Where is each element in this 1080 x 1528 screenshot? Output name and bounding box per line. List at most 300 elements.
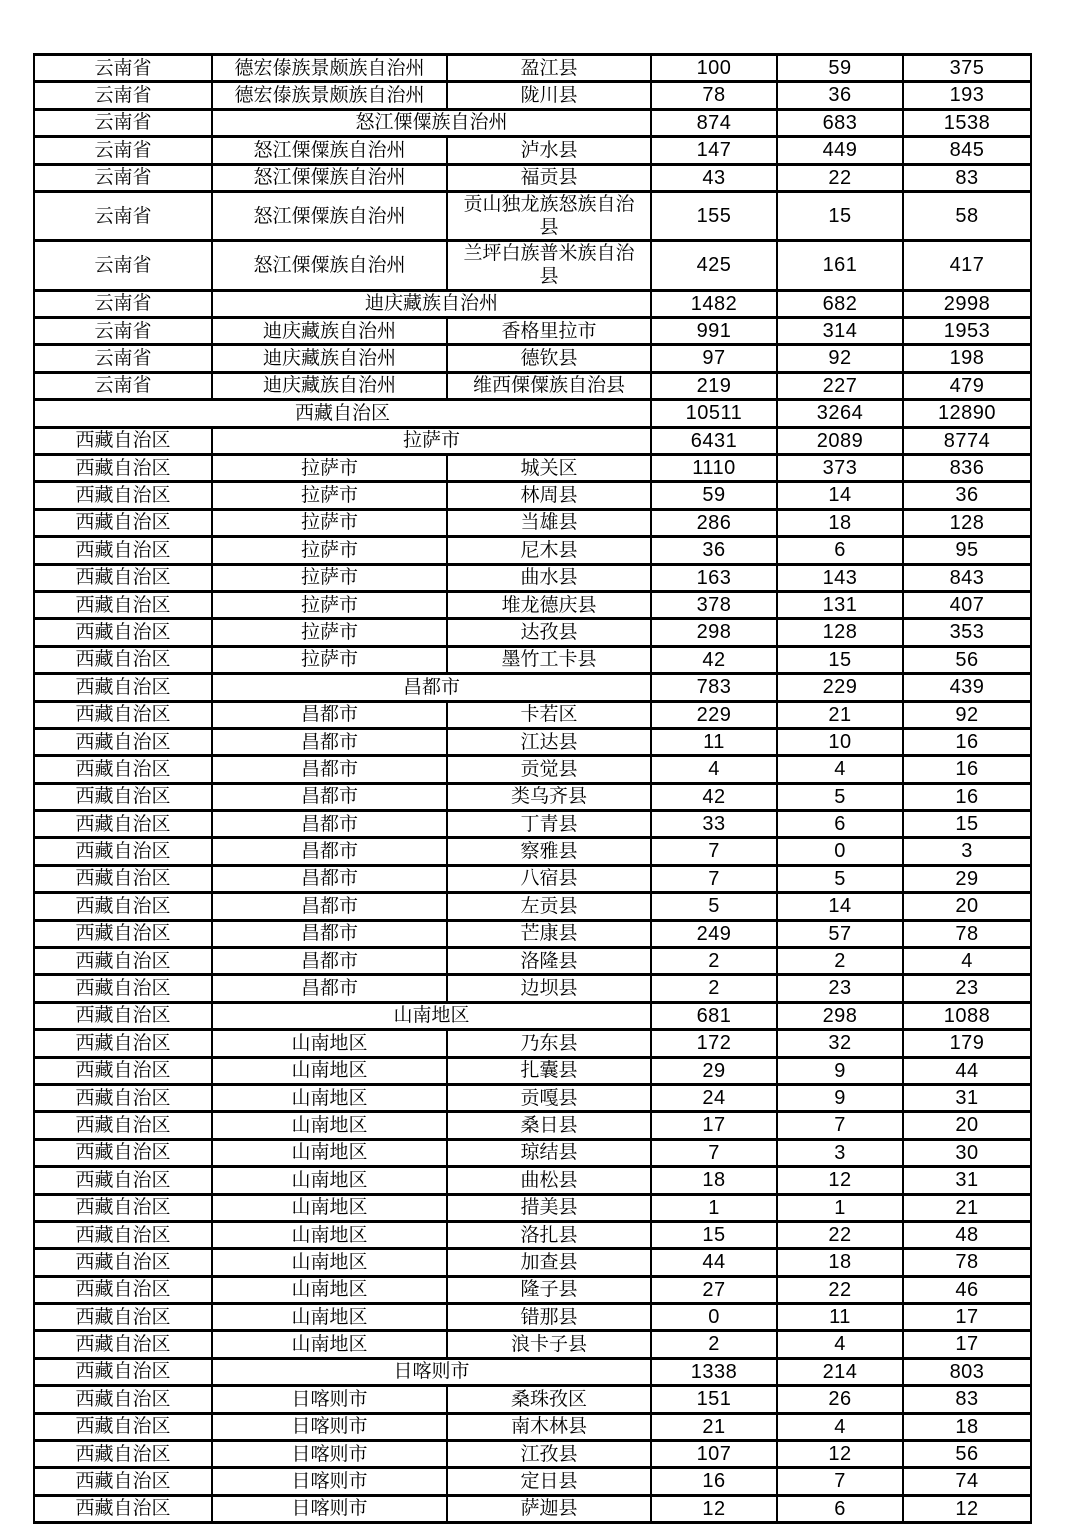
cell-value-1: 1110 [651,454,777,481]
table-row [34,756,1031,783]
cell-prefecture: 山南地区 [212,1030,447,1057]
cell-county: 洛扎县 [447,1221,651,1248]
cell-county: 维西傈僳族自治县 [447,372,651,399]
cell-value-2: 21 [777,701,903,728]
cell-prefecture-summary: 山南地区 [212,1002,651,1029]
cell-value-1: 298 [651,619,777,646]
cell-value-3: 198 [903,345,1031,372]
cell-value-3: 15 [903,811,1031,838]
cell-prefecture: 日喀则市 [212,1413,447,1440]
cell-value-2: 15 [777,191,903,240]
table-row [34,1495,1031,1522]
cell-prefecture: 怒江傈僳族自治州 [212,164,447,191]
cell-value-2: 7 [777,1468,903,1495]
cell-county: 边坝县 [447,975,651,1002]
cell-province: 西藏自治区 [34,756,212,783]
cell-value-3: 23 [903,975,1031,1002]
table-row [34,1468,1031,1495]
cell-county: 乃东县 [447,1030,651,1057]
cell-county: 琼结县 [447,1139,651,1166]
cell-value-2: 229 [777,674,903,701]
cell-value-3: 16 [903,783,1031,810]
cell-value-1: 24 [651,1084,777,1111]
cell-county: 泸水县 [447,137,651,164]
cell-county: 卡若区 [447,701,651,728]
cell-value-1: 7 [651,1139,777,1166]
cell-prefecture: 迪庆藏族自治州 [212,372,447,399]
cell-value-1: 147 [651,137,777,164]
cell-province: 西藏自治区 [34,975,212,1002]
cell-value-3: 2998 [903,290,1031,317]
cell-province: 西藏自治区 [34,893,212,920]
cell-value-3: 479 [903,372,1031,399]
cell-prefecture: 德宏傣族景颇族自治州 [212,82,447,109]
cell-value-3: 12 [903,1495,1031,1522]
cell-value-3: 36 [903,482,1031,509]
table-row [34,345,1031,372]
cell-province: 云南省 [34,191,212,240]
table-row [34,1167,1031,1194]
cell-prefecture: 拉萨市 [212,591,447,618]
cell-value-3: 3 [903,838,1031,865]
table-row [34,920,1031,947]
cell-value-3: 95 [903,537,1031,564]
cell-province: 西藏自治区 [34,1112,212,1139]
cell-value-1: 27 [651,1276,777,1303]
cell-prefecture: 拉萨市 [212,454,447,481]
cell-value-3: 12890 [903,400,1031,427]
cell-prefecture: 昌都市 [212,756,447,783]
cell-value-3: 74 [903,1468,1031,1495]
cell-county: 曲水县 [447,564,651,591]
cell-value-3: 353 [903,619,1031,646]
cell-prefecture: 昌都市 [212,811,447,838]
cell-value-2: 143 [777,564,903,591]
cell-value-3: 78 [903,920,1031,947]
cell-value-2: 14 [777,893,903,920]
cell-province: 西藏自治区 [34,1249,212,1276]
cell-province: 西藏自治区 [34,1441,212,1468]
cell-province: 西藏自治区 [34,674,212,701]
table-row [34,482,1031,509]
cell-value-1: 2 [651,1331,777,1358]
table-row [34,1221,1031,1248]
cell-value-1: 4 [651,756,777,783]
table-row [34,1030,1031,1057]
cell-value-1: 0 [651,1304,777,1331]
cell-prefecture: 拉萨市 [212,537,447,564]
cell-prefecture: 拉萨市 [212,509,447,536]
cell-province: 西藏自治区 [34,427,212,454]
cell-province: 西藏自治区 [34,1468,212,1495]
cell-value-1: 172 [651,1030,777,1057]
cell-value-2: 4 [777,1413,903,1440]
table-row [34,290,1031,317]
cell-value-2: 682 [777,290,903,317]
table-row [34,646,1031,673]
cell-prefecture-summary: 昌都市 [212,674,651,701]
table-row [34,454,1031,481]
table-body [34,55,1031,1523]
cell-prefecture: 昌都市 [212,893,447,920]
cell-value-2: 9 [777,1084,903,1111]
table-row [34,1194,1031,1221]
cell-county: 桑珠孜区 [447,1386,651,1413]
cell-value-3: 375 [903,55,1031,82]
cell-value-3: 92 [903,701,1031,728]
cell-county: 洛隆县 [447,948,651,975]
cell-province: 西藏自治区 [34,1030,212,1057]
cell-value-3: 56 [903,1441,1031,1468]
cell-prefecture: 昌都市 [212,920,447,947]
cell-province: 云南省 [34,137,212,164]
cell-county: 萨迦县 [447,1495,651,1522]
cell-value-2: 23 [777,975,903,1002]
cell-prefecture: 日喀则市 [212,1495,447,1522]
cell-value-2: 4 [777,1331,903,1358]
cell-value-1: 7 [651,865,777,892]
cell-province: 云南省 [34,290,212,317]
cell-value-2: 683 [777,109,903,136]
table-row [34,82,1031,109]
table-row [34,811,1031,838]
cell-value-1: 107 [651,1441,777,1468]
cell-value-1: 12 [651,1495,777,1522]
cell-value-1: 33 [651,811,777,838]
cell-prefecture: 日喀则市 [212,1386,447,1413]
cell-county: 左贡县 [447,893,651,920]
cell-value-2: 2 [777,948,903,975]
cell-county: 贡嘎县 [447,1084,651,1111]
table-row [34,1413,1031,1440]
cell-prefecture: 昌都市 [212,865,447,892]
cell-prefecture: 山南地区 [212,1167,447,1194]
cell-province: 云南省 [34,164,212,191]
cell-value-2: 12 [777,1441,903,1468]
cell-prefecture: 山南地区 [212,1304,447,1331]
cell-value-1: 2 [651,975,777,1002]
cell-value-2: 11 [777,1304,903,1331]
statistics-table [33,53,1032,1524]
cell-value-1: 78 [651,82,777,109]
cell-county: 福贡县 [447,164,651,191]
cell-value-2: 128 [777,619,903,646]
cell-value-3: 16 [903,728,1031,755]
cell-value-1: 7 [651,838,777,865]
table-row [34,1276,1031,1303]
cell-county: 当雄县 [447,509,651,536]
cell-province: 西藏自治区 [34,1331,212,1358]
cell-county: 香格里拉市 [447,318,651,345]
cell-county: 江孜县 [447,1441,651,1468]
cell-value-2: 15 [777,646,903,673]
cell-province: 西藏自治区 [34,701,212,728]
cell-value-3: 8774 [903,427,1031,454]
cell-value-3: 29 [903,865,1031,892]
cell-value-1: 5 [651,893,777,920]
cell-county: 兰坪白族普米族自治县 [447,241,651,290]
cell-province: 西藏自治区 [34,920,212,947]
cell-value-2: 32 [777,1030,903,1057]
cell-value-3: 44 [903,1057,1031,1084]
cell-value-1: 21 [651,1413,777,1440]
table-row [34,674,1031,701]
cell-value-1: 681 [651,1002,777,1029]
table-row [34,948,1031,975]
table-row [34,1002,1031,1029]
cell-prefecture: 山南地区 [212,1057,447,1084]
table-row [34,318,1031,345]
cell-value-3: 48 [903,1221,1031,1248]
cell-prefecture-summary: 迪庆藏族自治州 [212,290,651,317]
table-row [34,241,1031,290]
table-row [34,1112,1031,1139]
cell-value-3: 17 [903,1304,1031,1331]
cell-prefecture: 山南地区 [212,1331,447,1358]
cell-value-2: 0 [777,838,903,865]
cell-value-3: 31 [903,1167,1031,1194]
cell-value-1: 249 [651,920,777,947]
cell-value-2: 3 [777,1139,903,1166]
cell-county: 察雅县 [447,838,651,865]
cell-county: 尼木县 [447,537,651,564]
cell-province: 西藏自治区 [34,1495,212,1522]
table-row [34,55,1031,82]
cell-value-1: 42 [651,783,777,810]
table-row [34,1386,1031,1413]
cell-province: 西藏自治区 [34,1139,212,1166]
cell-value-1: 151 [651,1386,777,1413]
cell-value-1: 6431 [651,427,777,454]
table-row [34,1331,1031,1358]
cell-value-2: 92 [777,345,903,372]
cell-province: 西藏自治区 [34,1276,212,1303]
table-row [34,1441,1031,1468]
cell-prefecture: 德宏傣族景颇族自治州 [212,55,447,82]
cell-value-2: 161 [777,241,903,290]
table-row [34,619,1031,646]
cell-province: 西藏自治区 [34,564,212,591]
cell-value-2: 10 [777,728,903,755]
cell-value-1: 1482 [651,290,777,317]
table-row [34,591,1031,618]
cell-province: 西藏自治区 [34,865,212,892]
cell-value-2: 3264 [777,400,903,427]
cell-province: 西藏自治区 [34,1194,212,1221]
cell-value-1: 2 [651,948,777,975]
cell-value-3: 58 [903,191,1031,240]
cell-prefecture: 山南地区 [212,1112,447,1139]
table-row [34,164,1031,191]
cell-prefecture: 山南地区 [212,1276,447,1303]
cell-value-2: 4 [777,756,903,783]
table-row [34,701,1031,728]
cell-province: 西藏自治区 [34,728,212,755]
cell-county: 加查县 [447,1249,651,1276]
cell-prefecture: 迪庆藏族自治州 [212,345,447,372]
cell-county: 盈江县 [447,55,651,82]
cell-value-2: 5 [777,783,903,810]
cell-value-2: 1 [777,1194,903,1221]
cell-province: 西藏自治区 [34,1084,212,1111]
cell-prefecture: 拉萨市 [212,564,447,591]
cell-county: 南木林县 [447,1413,651,1440]
cell-value-1: 155 [651,191,777,240]
cell-prefecture: 日喀则市 [212,1468,447,1495]
cell-value-3: 20 [903,893,1031,920]
table-row [34,372,1031,399]
cell-value-2: 6 [777,811,903,838]
cell-prefecture: 昌都市 [212,701,447,728]
cell-value-3: 83 [903,1386,1031,1413]
cell-province: 西藏自治区 [34,1358,212,1385]
cell-value-1: 59 [651,482,777,509]
cell-value-1: 16 [651,1468,777,1495]
cell-value-1: 42 [651,646,777,673]
cell-prefecture-summary: 拉萨市 [212,427,651,454]
cell-value-2: 59 [777,55,903,82]
table-row [34,1139,1031,1166]
cell-prefecture: 拉萨市 [212,482,447,509]
cell-prefecture: 迪庆藏族自治州 [212,318,447,345]
table-row [34,783,1031,810]
table-row [34,509,1031,536]
cell-province: 云南省 [34,82,212,109]
cell-county: 错那县 [447,1304,651,1331]
cell-prefecture: 山南地区 [212,1249,447,1276]
cell-county: 江达县 [447,728,651,755]
cell-prefecture-summary: 怒江傈僳族自治州 [212,109,651,136]
cell-value-1: 378 [651,591,777,618]
cell-prefecture: 拉萨市 [212,646,447,673]
cell-value-3: 78 [903,1249,1031,1276]
table-row [34,1057,1031,1084]
cell-value-2: 6 [777,537,903,564]
cell-value-3: 836 [903,454,1031,481]
cell-province: 西藏自治区 [34,811,212,838]
cell-value-2: 314 [777,318,903,345]
cell-prefecture: 怒江傈僳族自治州 [212,137,447,164]
cell-value-2: 22 [777,1221,903,1248]
cell-prefecture: 山南地区 [212,1084,447,1111]
table-row [34,427,1031,454]
cell-province: 云南省 [34,55,212,82]
cell-value-3: 1538 [903,109,1031,136]
cell-value-1: 1338 [651,1358,777,1385]
cell-value-3: 128 [903,509,1031,536]
cell-value-2: 57 [777,920,903,947]
cell-value-2: 18 [777,1249,903,1276]
cell-value-1: 36 [651,537,777,564]
cell-value-2: 6 [777,1495,903,1522]
cell-county: 桑日县 [447,1112,651,1139]
cell-value-1: 11 [651,728,777,755]
cell-county: 浪卡子县 [447,1331,651,1358]
cell-value-3: 843 [903,564,1031,591]
table-row [34,1358,1031,1385]
table-row [34,400,1031,427]
cell-value-3: 1953 [903,318,1031,345]
table-row [34,1084,1031,1111]
cell-county: 林周县 [447,482,651,509]
table-row [34,109,1031,136]
cell-value-2: 298 [777,1002,903,1029]
cell-value-2: 22 [777,164,903,191]
cell-prefecture: 山南地区 [212,1194,447,1221]
cell-province: 云南省 [34,241,212,290]
cell-value-3: 1088 [903,1002,1031,1029]
cell-province: 西藏自治区 [34,1002,212,1029]
cell-value-3: 16 [903,756,1031,783]
cell-value-1: 97 [651,345,777,372]
cell-province: 西藏自治区 [34,537,212,564]
cell-value-1: 425 [651,241,777,290]
cell-prefecture-summary: 日喀则市 [212,1358,651,1385]
cell-value-2: 26 [777,1386,903,1413]
cell-county: 墨竹工卡县 [447,646,651,673]
cell-county: 措美县 [447,1194,651,1221]
cell-province: 西藏自治区 [34,482,212,509]
cell-county: 陇川县 [447,82,651,109]
cell-province: 西藏自治区 [34,838,212,865]
cell-value-1: 1 [651,1194,777,1221]
cell-value-2: 9 [777,1057,903,1084]
cell-prefecture: 昌都市 [212,975,447,1002]
cell-value-2: 14 [777,482,903,509]
cell-value-3: 179 [903,1030,1031,1057]
cell-value-1: 783 [651,674,777,701]
table-row [34,865,1031,892]
cell-province: 西藏自治区 [34,1057,212,1084]
cell-prefecture: 山南地区 [212,1139,447,1166]
cell-province: 西藏自治区 [34,509,212,536]
cell-value-3: 193 [903,82,1031,109]
cell-province: 西藏自治区 [34,948,212,975]
cell-value-1: 100 [651,55,777,82]
table-row [34,838,1031,865]
table-row [34,1249,1031,1276]
cell-value-3: 83 [903,164,1031,191]
cell-province: 西藏自治区 [34,1167,212,1194]
table-row [34,893,1031,920]
cell-value-3: 56 [903,646,1031,673]
cell-value-2: 36 [777,82,903,109]
cell-province: 云南省 [34,109,212,136]
cell-province: 西藏自治区 [34,1221,212,1248]
cell-county: 扎囊县 [447,1057,651,1084]
cell-value-1: 29 [651,1057,777,1084]
cell-value-1: 43 [651,164,777,191]
cell-prefecture: 怒江傈僳族自治州 [212,241,447,290]
cell-province: 西藏自治区 [34,646,212,673]
cell-county: 达孜县 [447,619,651,646]
cell-value-3: 46 [903,1276,1031,1303]
cell-county: 德钦县 [447,345,651,372]
cell-province: 云南省 [34,372,212,399]
cell-value-1: 10511 [651,400,777,427]
cell-value-3: 31 [903,1084,1031,1111]
cell-value-3: 18 [903,1413,1031,1440]
table-row [34,1304,1031,1331]
cell-county: 八宿县 [447,865,651,892]
cell-county: 类乌齐县 [447,783,651,810]
table-row [34,137,1031,164]
cell-prefecture: 昌都市 [212,783,447,810]
cell-prefecture: 怒江傈僳族自治州 [212,191,447,240]
cell-county: 贡觉县 [447,756,651,783]
cell-prefecture: 拉萨市 [212,619,447,646]
cell-value-1: 219 [651,372,777,399]
